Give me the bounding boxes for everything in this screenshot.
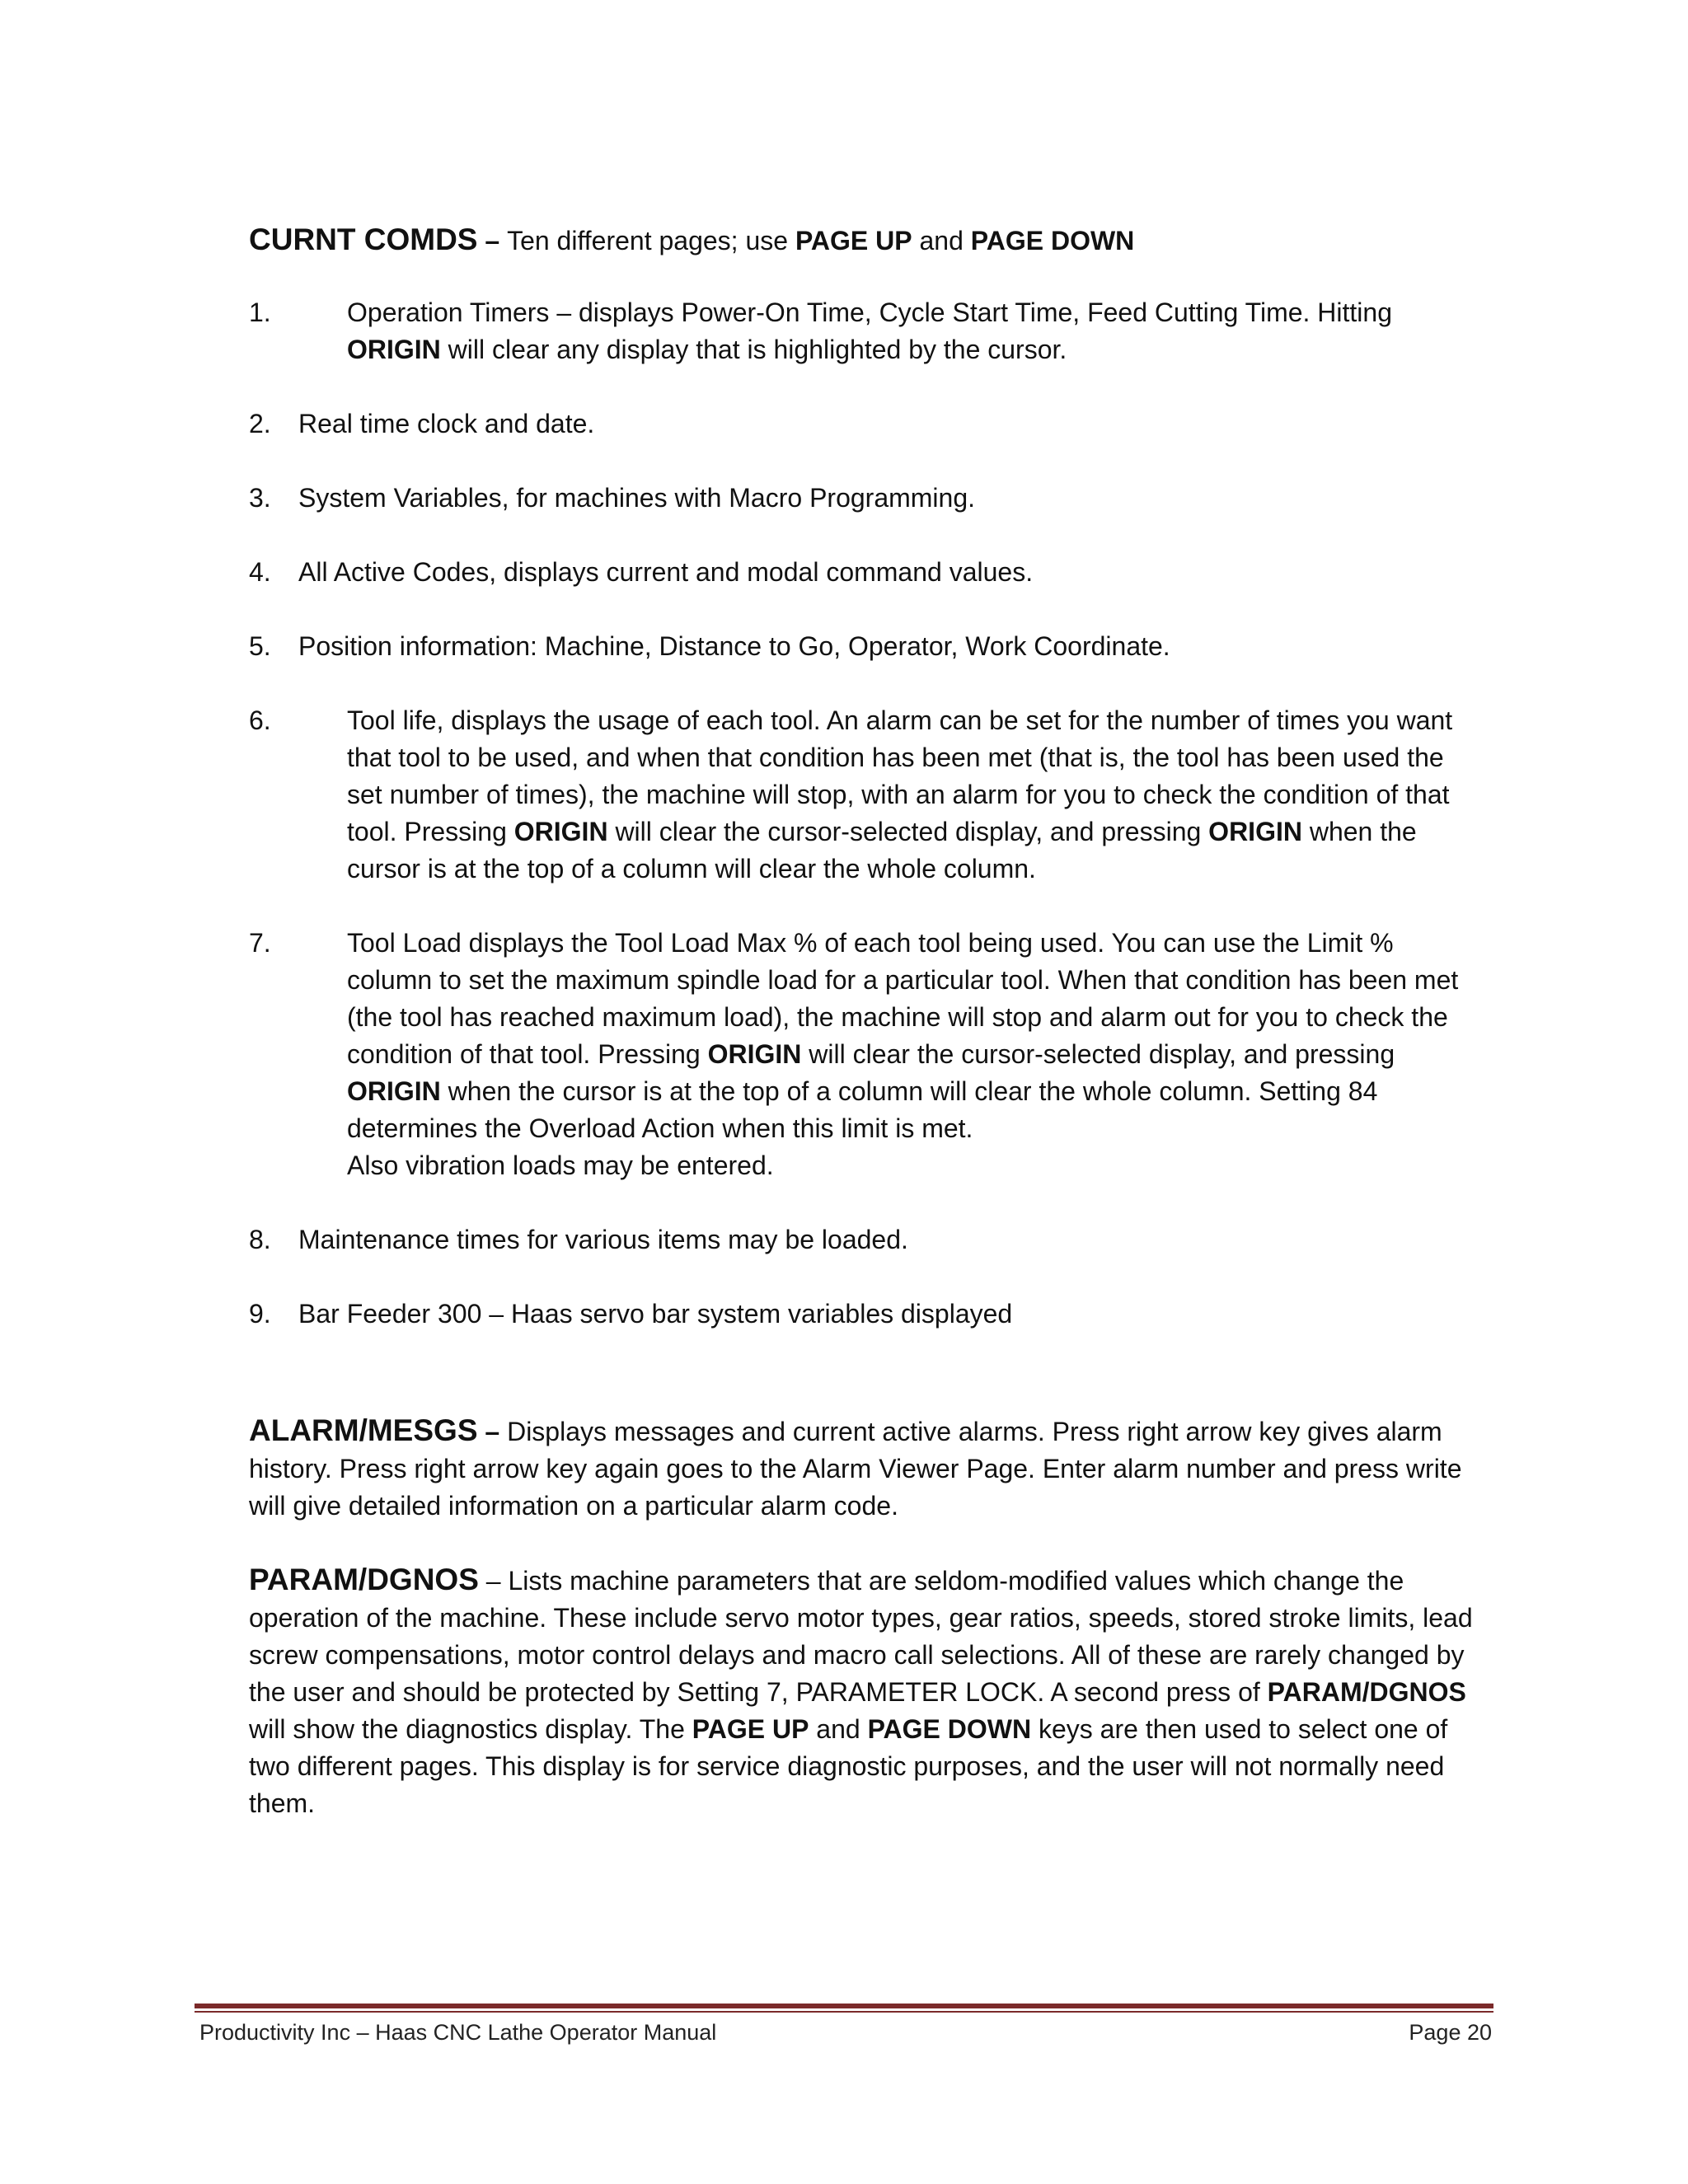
list-item-number: 6. [249, 705, 271, 735]
list-item-number: 1. [249, 298, 271, 327]
origin-key: ORIGIN [513, 817, 608, 846]
page-down-key: PAGE DOWN [970, 226, 1135, 255]
footer-manual-title: Productivity Inc – Haas CNC Lathe Operator Manual [199, 2020, 717, 2045]
list-item-text: Bar Feeder 300 – Haas servo bar system variables displayed [298, 1299, 1013, 1329]
param-dgnos-text: keys are then used to select one of two different pages. This display is for service diagnostic purposes, and the user will not normally need them. [249, 1714, 1448, 1818]
curnt-and: and [912, 226, 971, 255]
param-dgnos-text: and [809, 1714, 868, 1744]
page-up-key: PAGE UP [795, 226, 912, 255]
alarm-mesgs-title: ALARM/MESGS [249, 1413, 478, 1447]
alarm-mesgs-section [249, 1412, 1485, 1525]
footer-rule-thin [195, 2011, 1493, 2013]
curnt-comds-intro: Ten different pages; use [507, 226, 795, 255]
list-item-text: System Variables, for machines with Macro Programming. [298, 483, 976, 513]
list-item-text: Operation Timers – displays Power-On Time, Cycle Start Time, Feed Cutting Time. Hitting [347, 298, 1392, 327]
param-dgnos-text: will show the diagnostics display. The [249, 1714, 692, 1744]
alarm-mesgs-text: Displays messages and current active alarms. Press right arrow key gives alarm history. Press right arrow key again goes to the Alarm Viewer Page. Enter alarm number and press write will give detailed information on a particular alarm code. [249, 1417, 1462, 1521]
curnt-comds-title: CURNT COMDS [249, 223, 478, 256]
footer-page-number: Page 20 [1409, 2020, 1492, 2045]
param-dgnos-section [249, 1561, 1485, 1822]
list-item-text: will clear the cursor-selected display, and pressing [801, 1039, 1395, 1069]
list-item-text: Position information: Machine, Distance to Go, Operator, Work Coordinate. [298, 631, 1170, 661]
list-item [249, 294, 1485, 368]
list-item-text: Tool life, displays the usage of each tool. An alarm can be set for the number of times you want that tool to be used, and when that condition has been met (that is, the tool has been used the set number of times), the machine will stop, with an alarm for you to check the condition of that tool. Pressing [347, 705, 1453, 846]
list-item-text: Tool Load displays the Tool Load Max % of each tool being used. You can use the Limit % column to set the maximum spindle load for a particular tool. When that condition has been met (the tool has reached maximum load), the machine will stop and alarm out for you to check the condition of that tool. Pressing [347, 928, 1459, 1069]
list-item-text: Maintenance times for various items may be loaded. [298, 1225, 908, 1254]
curnt-comds-dash: – [477, 226, 508, 255]
list-item-text: when the cursor is at the top of a column will clear the whole column. Setting 84 determines the Overload Action when this limit is met. [347, 1076, 1378, 1143]
list-item [249, 554, 1485, 591]
alarm-mesgs-dash: – [477, 1417, 508, 1446]
list-item [249, 702, 1485, 888]
list-item [249, 405, 1485, 443]
list-item-number: 9. [249, 1299, 271, 1329]
list-item [249, 480, 1485, 517]
param-dgnos-key: PARAM/DGNOS [1267, 1677, 1466, 1707]
list-item-text: when the cursor is at the top of a column will clear the whole column. [347, 817, 1417, 883]
list-item [249, 628, 1485, 665]
origin-key: ORIGIN [707, 1039, 802, 1069]
curnt-comds-heading [249, 221, 1485, 260]
origin-key: ORIGIN [347, 1076, 441, 1106]
param-dgnos-title: PARAM/DGNOS [249, 1563, 479, 1596]
list-item-number: 7. [249, 928, 271, 958]
list-item-text: will clear the cursor-selected display, and pressing [607, 817, 1209, 846]
list-item-text: All Active Codes, displays current and modal command values. [298, 557, 1034, 587]
list-item [249, 1221, 1485, 1258]
list-item-text: will clear any display that is highlighted by the cursor. [440, 335, 1067, 364]
list-item-text: Real time clock and date. [298, 409, 595, 438]
origin-key: ORIGIN [347, 335, 441, 364]
list-item-number: 3. [249, 483, 271, 513]
list-item-number: 8. [249, 1225, 271, 1254]
list-item-number: 4. [249, 557, 271, 587]
list-item-number: 5. [249, 631, 271, 661]
param-dgnos-text: – Lists machine parameters that are seldom-modified values which change the operation of the machine. These include servo motor types, gear ratios, speeds, stored stroke limits, lead screw compensations, motor control delays and macro call selections. All of these are rarely changed by the user and should be protected by Setting 7, PARAMETER LOCK. A second press of [249, 1566, 1473, 1707]
list-item-number: 2. [249, 409, 271, 438]
list-item [249, 925, 1485, 1184]
footer-rule [195, 2004, 1493, 2008]
list-item [249, 1296, 1485, 1333]
origin-key: ORIGIN [1208, 817, 1302, 846]
curnt-comds-list [249, 294, 1485, 1333]
page-up-key: PAGE UP [692, 1714, 809, 1744]
page-down-key: PAGE DOWN [867, 1714, 1032, 1744]
list-item-extra-text: Also vibration loads may be entered. [347, 1151, 774, 1180]
page-content [249, 221, 1485, 1822]
